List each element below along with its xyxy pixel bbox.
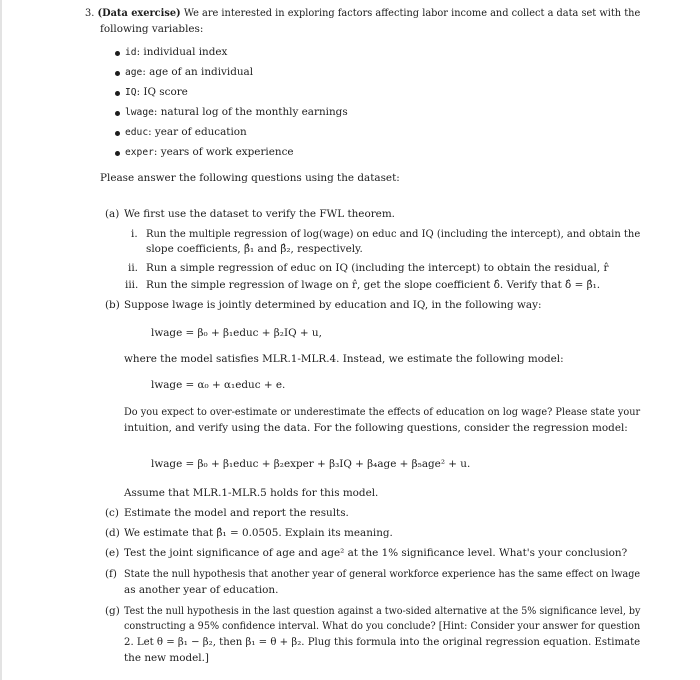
part-b-label: (b) xyxy=(105,299,120,311)
part-a-text: We first use the dataset to verify the FWL theorem. xyxy=(124,208,395,220)
equation-full-model: lwage = β₀ + β₁educ + β₂exper + β₃IQ + β₄age + β₅age² + u. xyxy=(151,458,471,470)
equation-short-model: lwage = α₀ + α₁educ + e. xyxy=(151,379,286,391)
part-e-label: (e) xyxy=(105,547,120,559)
part-a-i-line1: Run the multiple regression of log(wage) on educ and IQ (including the intercept), and obtain the xyxy=(146,228,641,240)
variable-item: id: individual index xyxy=(125,46,228,58)
question-intro-line1: We are interested in exploring factors affecting labor income and collect a data set with the xyxy=(183,7,641,19)
bullet-icon xyxy=(115,151,120,156)
bullet-icon xyxy=(115,71,120,76)
part-f-label: (f) xyxy=(105,568,117,580)
bullet-icon xyxy=(115,111,120,116)
bullet-icon xyxy=(115,131,120,136)
question-header xyxy=(85,6,640,20)
equation-true-model: lwage = β₀ + β₁educ + β₂IQ + u, xyxy=(151,327,322,339)
part-b-where: where the model satisfies MLR.1-MLR.4. Instead, we estimate the following model: xyxy=(124,353,564,365)
variable-item: age: age of an individual xyxy=(125,66,254,78)
part-g-label: (g) xyxy=(105,605,120,617)
part-b-question-line2: intuition, and verify using the data. For the following questions, consider the regression model: xyxy=(124,422,628,434)
part-g-line4: the new model.] xyxy=(124,652,209,664)
part-a-ii-text: Run a simple regression of educ on IQ (including the intercept) to obtain the residual, r̂ xyxy=(146,262,609,274)
part-a-label: (a) xyxy=(105,208,120,220)
part-f-line2: as another year of education. xyxy=(124,584,279,596)
part-b-question-line1: Do you expect to over-estimate or underestimate the effects of education on log wage? Please state your xyxy=(124,406,641,418)
part-a-iii-text: Run the simple regression of lwage on r̂, get the slope coefficient δ̂. Verify that δ̂ = β̂₁. xyxy=(146,279,601,291)
page-left-edge xyxy=(0,0,2,680)
part-c-text: Estimate the model and report the results. xyxy=(124,507,349,519)
part-d-label: (d) xyxy=(105,527,120,539)
part-a-ii-label: ii. xyxy=(128,262,138,274)
question-intro-line2: following variables: xyxy=(100,23,204,35)
variable-item: exper: years of work experience xyxy=(125,146,294,158)
variable-item: lwage: natural log of the monthly earnings xyxy=(125,106,348,118)
variable-item: educ: year of education xyxy=(125,126,247,138)
part-f-line1: State the null hypothesis that another year of general workforce experience has the same effect on lwage xyxy=(124,568,641,580)
part-b-text: Suppose lwage is jointly determined by education and IQ, in the following way: xyxy=(124,299,542,311)
question-title: (Data exercise) xyxy=(97,7,181,19)
part-g-line3: 2. Let θ = β₁ − β₂, then β₁ = θ + β₂. Plug this formula into the original regression equation. Estimate xyxy=(124,636,641,648)
part-c-label: (c) xyxy=(105,507,119,519)
variable-item: IQ: IQ score xyxy=(125,86,188,98)
bullet-icon xyxy=(115,91,120,96)
part-e-text: Test the joint significance of age and age² at the 1% significance level. What's your conclusion? xyxy=(124,547,628,559)
question-number: 3. xyxy=(85,7,95,19)
instructions: Please answer the following questions using the dataset: xyxy=(100,172,400,184)
part-g-line1: Test the null hypothesis in the last question against a two-sided alternative at the 5% significance level, by xyxy=(124,605,641,617)
part-a-i-line2: slope coefficients, β̂₁ and β̂₂, respectively. xyxy=(146,243,363,255)
part-d-text: We estimate that β̂₁ = 0.0505. Explain its meaning. xyxy=(124,527,393,539)
part-a-iii-label: iii. xyxy=(125,279,139,291)
assumption-text: Assume that MLR.1-MLR.5 holds for this model. xyxy=(124,487,379,499)
part-g-line2: constructing a 95% confidence interval. What do you conclude? [Hint: Consider your answer for question xyxy=(124,620,641,632)
bullet-icon xyxy=(115,51,120,56)
part-a-i-label: i. xyxy=(131,228,138,240)
